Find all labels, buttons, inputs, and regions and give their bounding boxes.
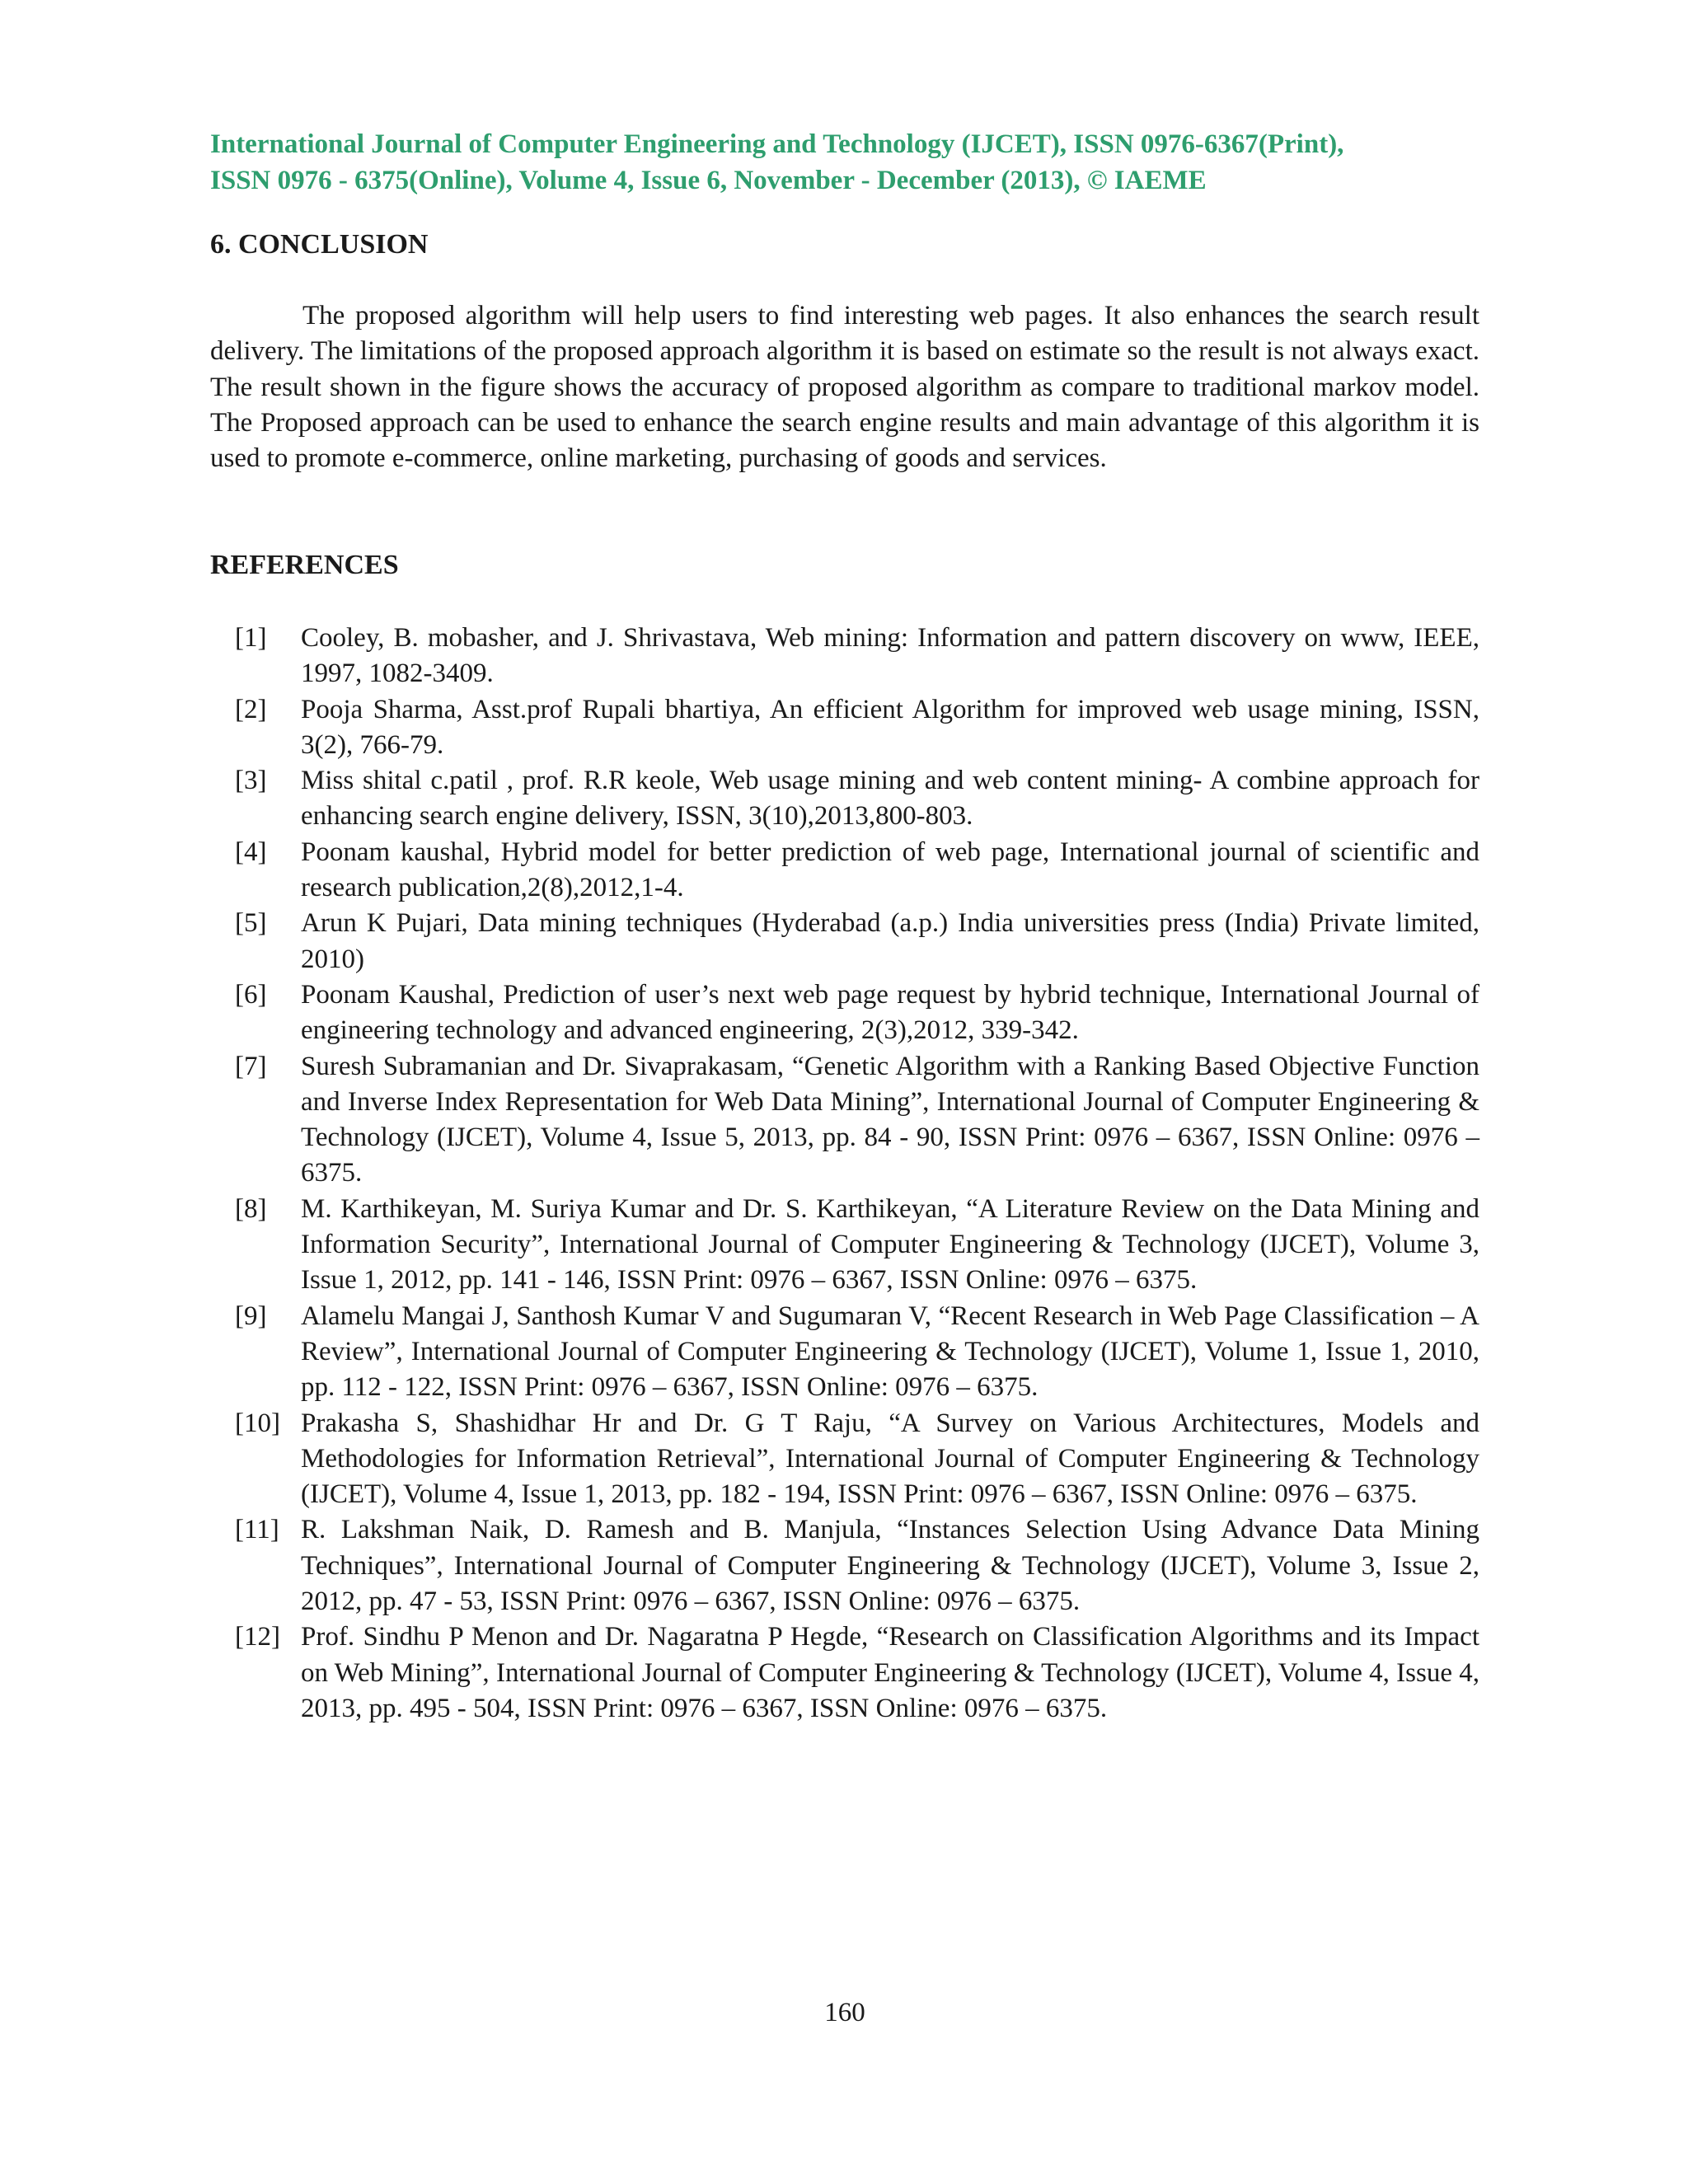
reference-text: Cooley, B. mobasher, and J. Shrivastava, Web mining: Information and pattern discovery on www, IEEE, 1997, 1082-3409. [301, 623, 1479, 689]
reference-text: Poonam kaushal, Hybrid model for better prediction of web page, International journal of scientific and research publication,2(8),2012,1-4. [301, 837, 1479, 903]
reference-number: [5] [235, 908, 267, 939]
reference-item-1 [210, 621, 1479, 692]
reference-item-12 [210, 1619, 1479, 1727]
reference-number: [1] [235, 623, 267, 653]
reference-number: [4] [235, 837, 267, 867]
reference-number: [9] [235, 1301, 267, 1331]
reference-text: R. Lakshman Naik, D. Ramesh and B. Manjula, “Instances Selection Using Advance Data Mining Techniques”, International Journal of Computer Engineering & Technology (IJCET), Volume 3, Issue 2, 2012, pp. 47 - 53, ISSN Print: 0976 – 6367, ISSN Online: 0976 – 6375. [301, 1515, 1479, 1617]
reference-list [210, 621, 1479, 1727]
reference-item-2 [210, 692, 1479, 764]
reference-text: Prakasha S, Shashidhar Hr and Dr. G T Raju, “A Survey on Various Architectures, Models and Methodologies for Information Retrieval”, International Journal of Computer Engineering & Technology (IJCET), Volume 4, Issue 1, 2013, pp. 182 - 194, ISSN Print: 0976 – 6367, ISSN Online: 0976 – 6375. [301, 1408, 1479, 1510]
reference-number: [3] [235, 766, 267, 796]
conclusion-paragraph: The proposed algorithm will help users to find interesting web pages. It also enhances the search result delivery. The limitations of the proposed approach algorithm it is based on estimate so the result is not always exact. The result shown in the figure shows the accuracy of proposed algorithm as compare to traditional markov model. The Proposed approach can be used to enhance the search engine results and main advantage of this algorithm it is used to promote e-commerce, online marketing, purchasing of goods and services. [210, 301, 1479, 474]
reference-text: Poonam Kaushal, Prediction of user’s next web page request by hybrid technique, International Journal of engineering technology and advanced engineering, 2(3),2012, 339-342. [301, 979, 1479, 1046]
reference-number: [7] [235, 1051, 267, 1081]
reference-number: [12] [235, 1622, 280, 1652]
page-number: 160 [824, 1998, 865, 2027]
reference-item-4 [210, 835, 1479, 907]
reference-number: [6] [235, 979, 267, 1010]
reference-text: Alamelu Mangai J, Santhosh Kumar V and Sugumaran V, “Recent Research in Web Page Classification – A Review”, International Journal of Computer Engineering & Technology (IJCET), Volume 1, Issue 1, 2010, pp. 112 - 122, ISSN Print: 0976 – 6367, ISSN Online: 0976 – 6375. [301, 1301, 1479, 1403]
conclusion-heading: 6. CONCLUSION [210, 229, 429, 260]
journal-header-line-2: ISSN 0976 - 6375(Online), Volume 4, Issue 6, November - December (2013), © IAEME [210, 166, 1207, 195]
reference-item-7 [210, 1049, 1479, 1192]
reference-item-3 [210, 763, 1479, 835]
reference-item-11 [210, 1512, 1479, 1619]
journal-header-line-1: International Journal of Computer Engineering and Technology (IJCET), ISSN 0976-6367(Print), [210, 129, 1344, 159]
reference-number: [11] [235, 1515, 279, 1545]
journal-header [210, 126, 1479, 199]
reference-text: M. Karthikeyan, M. Suriya Kumar and Dr. S. Karthikeyan, “A Literature Review on the Data Mining and Information Security”, International Journal of Computer Engineering & Technology (IJCET), Volume 3, Issue 1, 2012, pp. 141 - 146, ISSN Print: 0976 – 6367, ISSN Online: 0976 – 6375. [301, 1193, 1479, 1296]
reference-text: Pooja Sharma, Asst.prof Rupali bhartiya, An efficient Algorithm for improved web usage mining, ISSN, 3(2), 766-79. [301, 694, 1479, 760]
reference-item-8 [210, 1192, 1479, 1299]
references-heading: REFERENCES [210, 550, 399, 580]
reference-number: [8] [235, 1193, 267, 1224]
reference-item-10 [210, 1406, 1479, 1513]
reference-item-6 [210, 977, 1479, 1049]
reference-item-9 [210, 1299, 1479, 1406]
reference-number: [2] [235, 694, 267, 724]
reference-text: Arun K Pujari, Data mining techniques (Hyderabad (a.p.) India universities press (India) Private limited, 2010) [301, 908, 1479, 974]
paper-page [210, 0, 1479, 2184]
reference-text: Suresh Subramanian and Dr. Sivaprakasam, “Genetic Algorithm with a Ranking Based Objective Function and Inverse Index Representation for Web Data Mining”, International Journal of Computer Engineering & Technology (IJCET), Volume 4, Issue 5, 2013, pp. 84 - 90, ISSN Print: 0976 – 6367, ISSN Online: 0976 – 6375. [301, 1051, 1479, 1188]
reference-number: [10] [235, 1408, 280, 1438]
reference-text: Prof. Sindhu P Menon and Dr. Nagaratna P Hegde, “Research on Classification Algorithms and its Impact on Web Mining”, International Journal of Computer Engineering & Technology (IJCET), Volume 4, Issue 4, 2013, pp. 495 - 504, ISSN Print: 0976 – 6367, ISSN Online: 0976 – 6375. [301, 1622, 1479, 1723]
reference-item-5 [210, 906, 1479, 977]
reference-text: Miss shital c.patil , prof. R.R keole, Web usage mining and web content mining- A combine approach for enhancing search engine delivery, ISSN, 3(10),2013,800-803. [301, 766, 1479, 832]
